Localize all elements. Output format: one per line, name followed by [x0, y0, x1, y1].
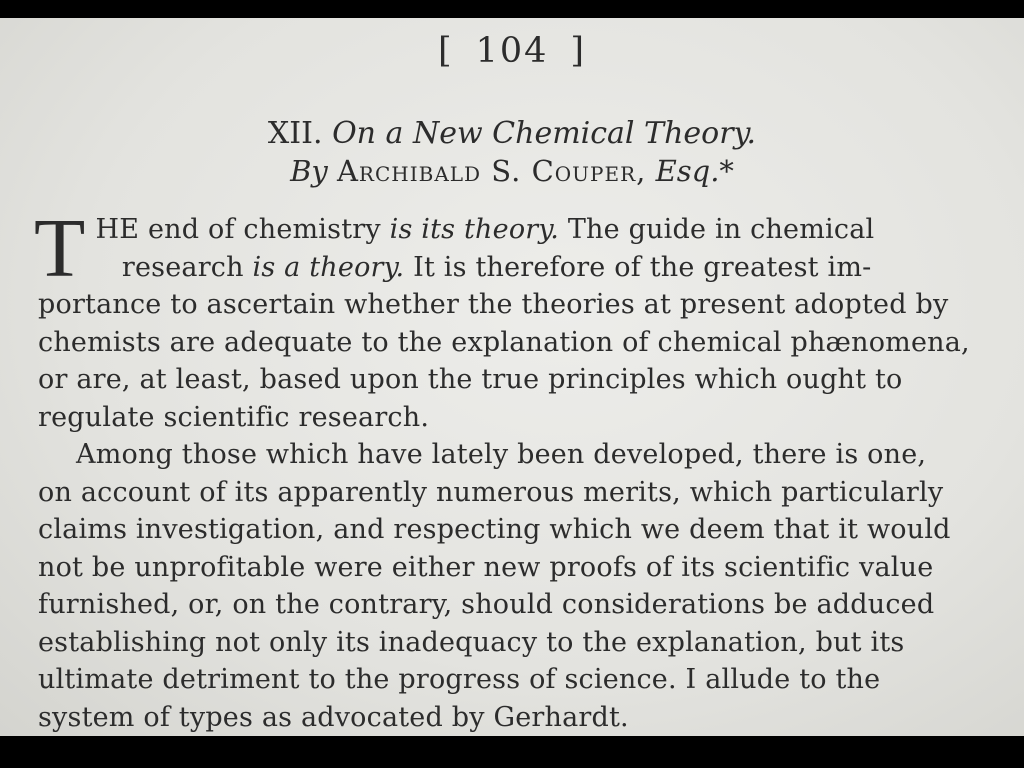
page-number-close-bracket: ]: [570, 31, 587, 71]
article-title-text: On a New Chemical Theory.: [332, 116, 757, 151]
text-run: It is therefore of the greatest im-: [404, 251, 872, 283]
article-number: XII.: [267, 116, 323, 151]
page-number: [0, 31, 1024, 71]
paragraph-1-line-2: [38, 249, 982, 287]
paragraph-2-line-6: establishing not only its inadequacy to the explanation, but its: [38, 626, 905, 658]
paragraph-1-line-6: regulate scientific research.: [38, 401, 430, 433]
paragraph-2-line-2: on account of its apparently numerous merits, which particularly: [38, 476, 944, 508]
text-run: The guide in chemical: [559, 214, 875, 245]
paragraph-1-line-3: portance to ascertain whether the theories at present adopted by: [38, 289, 949, 320]
paragraph-2-line-4: not be unprofitable were either new proofs of its scientific value: [38, 551, 934, 583]
drop-cap: T: [34, 202, 86, 295]
byline-by: By: [290, 154, 328, 188]
article-title: [0, 117, 1024, 151]
paragraph-1-line-1: [38, 211, 982, 249]
italic-run: is its theory.: [389, 214, 560, 245]
paragraph-2-line-3: claims investigation, and respecting which we deem that it would: [38, 514, 951, 545]
byline-author: Archibald S. Couper,: [336, 154, 647, 188]
paragraph-2: [38, 436, 982, 736]
paragraph-2-line-7: ultimate detriment to the progress of science. I allude to the: [38, 664, 881, 695]
text-run: research: [121, 251, 253, 283]
page-number-open-bracket: [: [437, 31, 454, 71]
paragraph-2-line-8: system of types as advocated by Gerhardt.: [38, 701, 629, 733]
paragraph-2-line-1: Among those which have lately been developed, there is one,: [76, 439, 927, 470]
article-body: [34, 202, 982, 736]
article-byline: [0, 154, 1024, 188]
italic-run: is a theory.: [252, 251, 405, 283]
text-run: HE end of chemistry: [95, 214, 390, 245]
byline-suffix: Esq.*: [655, 154, 734, 188]
page-number-value: 104: [475, 31, 549, 71]
paragraph-1-line-5: or are, at least, based upon the true principles which ought to: [38, 364, 903, 395]
paragraph-1: [34, 202, 982, 436]
book-page: [0, 18, 1024, 736]
paragraph-1-line-4: chemists are adequate to the explanation of chemical phænomena,: [38, 326, 970, 358]
paragraph-2-line-5: furnished, or, on the contrary, should considerations be adduced: [38, 589, 935, 620]
